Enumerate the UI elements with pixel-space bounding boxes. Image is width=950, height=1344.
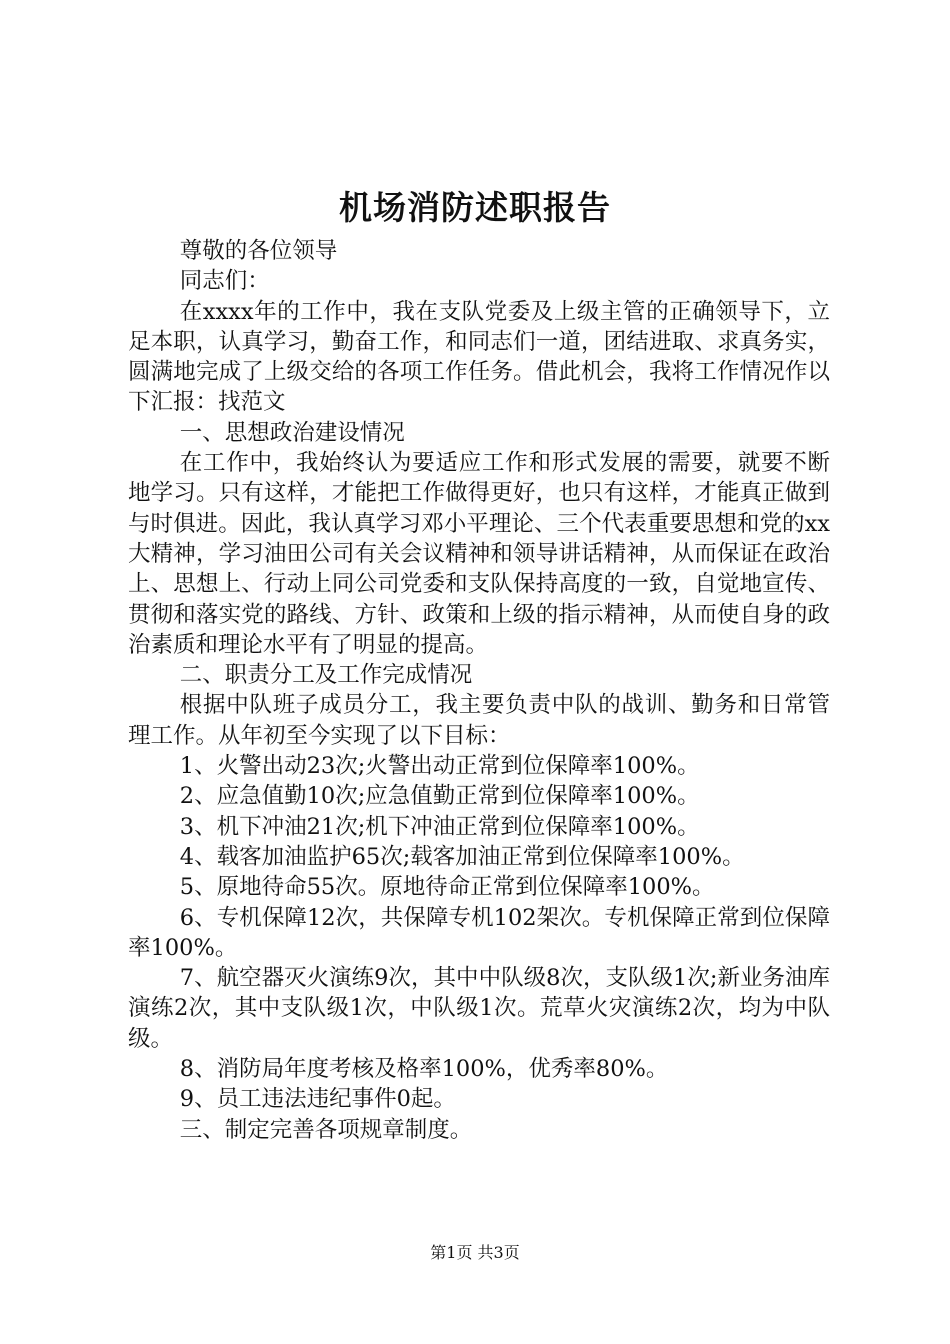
list-item: 1、火警出动23次;火警出动正常到位保障率100%。 (179, 753, 700, 780)
salutation-leaders: 尊敬的各位领导 (179, 238, 338, 264)
list-item: 7、航空器灭火演练9次，其中中队级8次，支队级1次;新业务油库演练2次，其中支队级1次，中队级1次。荒草火灾演练2次，均为中队级。 (128, 965, 830, 1052)
list-item: 9、员工违法违纪事件0起。 (179, 1086, 456, 1113)
section-heading-duties: 二、职责分工及工作完成情况 (179, 662, 473, 689)
list-item: 2、应急值勤10次;应急值勤正常到位保障率100%。 (179, 783, 700, 810)
list-item: 3、机下冲油21次;机下冲油正常到位保障率100%。 (179, 813, 700, 840)
list-item: 6、专机保障12次，共保障专机102架次。专机保障正常到位保障率100%。 (128, 904, 830, 961)
section-heading-political: 一、思想政治建设情况 (179, 419, 405, 446)
list-item: 8、消防局年度考核及格率100%，优秀率80%。 (179, 1056, 669, 1083)
list-item: 4、载客加油监护65次;载客加油正常到位保障率100%。 (179, 843, 745, 870)
list-item: 5、原地待命55次。原地待命正常到位保障率100%。 (179, 874, 715, 901)
section-heading-rules: 三、制定完善各项规章制度。 (179, 1116, 473, 1143)
document-body (128, 236, 830, 1145)
intro-paragraph: 在xxxx年的工作中，我在支队党委及上级主管的正确领导下，立足本职，认真学习，勤奋工作，和同志们一道，团结进取、求真务实，圆满地完成了上级交给的各项工作任务。借此机会，我将工作情况作以下汇报：找范文 (128, 298, 830, 416)
document-title: 机场消防述职报告 (339, 188, 611, 227)
duties-paragraph: 根据中队班子成员分工，我主要负责中队的战训、勤务和日常管理工作。从年初至今实现了以下目标： (128, 692, 830, 749)
page-number-footer: 第1页 共3页 (430, 1243, 520, 1262)
political-paragraph: 在工作中，我始终认为要适应工作和形式发展的需要，就要不断地学习。只有这样，才能把工作做得更好，也只有这样，才能真正做到与时俱进。因此，我认真学习邓小平理论、三个代表重要思想和党的xx大精神，学习油田公司有关会议精神和领导讲话精神，从而保证在政治上、思想上、行动上同公司党委和支队保持高度的一致，自觉地宣传、贯彻和落实党的路线、方针、政策和上级的指示精神，从而使自身的政治素质和理论水平有了明显的提高。 (128, 450, 830, 658)
salutation-comrades: 同志们： (179, 268, 270, 295)
